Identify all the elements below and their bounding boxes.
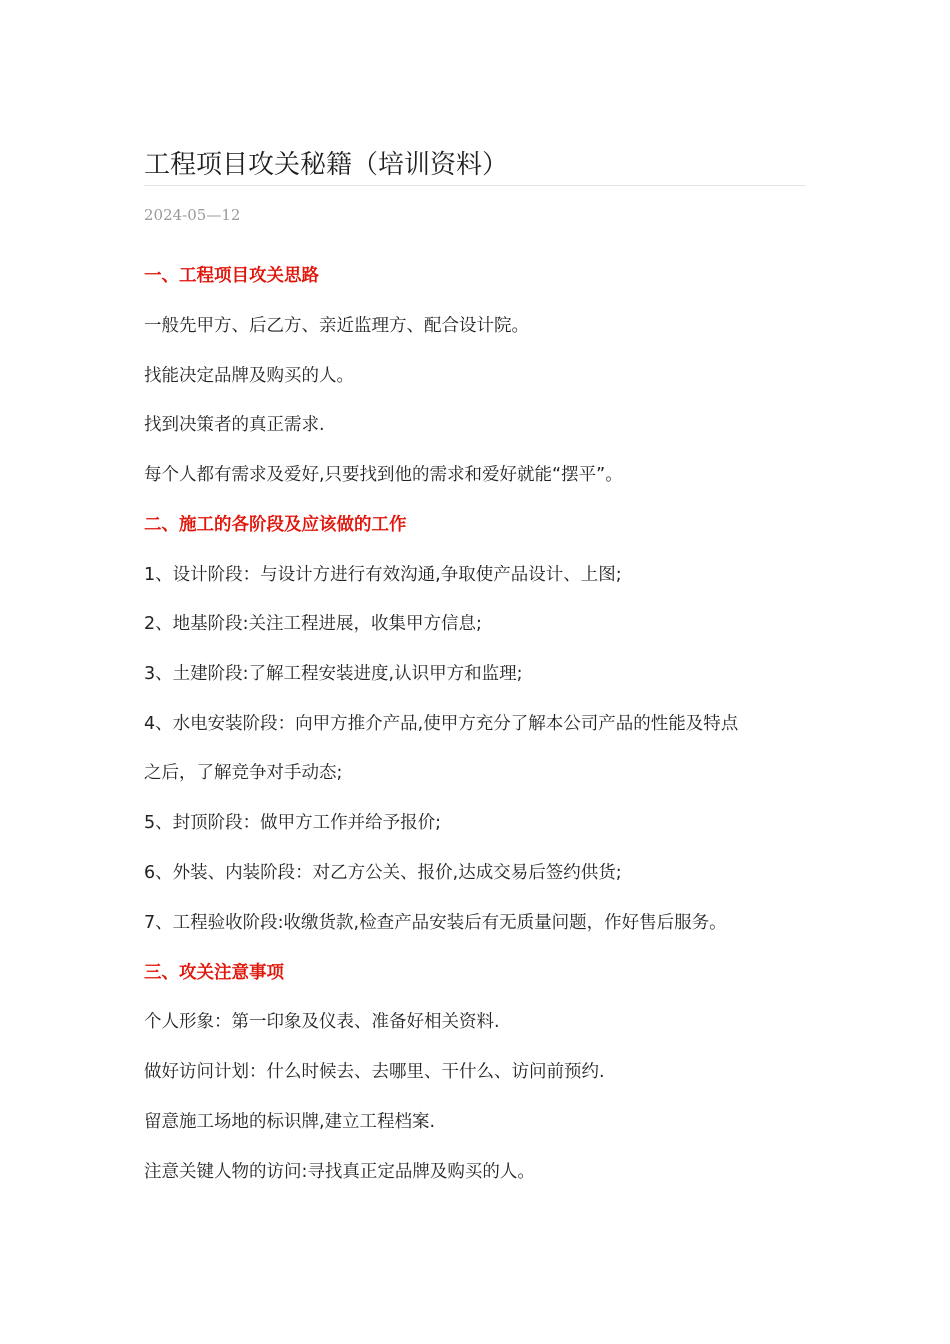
article-title: 工程项目攻关秘籍（培训资料） <box>144 150 509 181</box>
paragraph: 找能决定品牌及购买的人。 <box>144 366 354 386</box>
paragraph: 找到决策者的真正需求. <box>144 415 325 435</box>
paragraph: 每个人都有需求及爱好,只要找到他的需求和爱好就能“摆平”。 <box>144 465 623 485</box>
paragraph: 注意关键人物的访问:寻找真正定品牌及购买的人。 <box>144 1162 535 1182</box>
list-item: 6、外装、内装阶段：对乙方公关、报价,达成交易后签约供货; <box>144 863 622 883</box>
paragraph: 个人形象：第一印象及仪表、准备好相关资料. <box>144 1012 500 1032</box>
section-heading-1: 一、工程项目攻关思路 <box>144 266 319 286</box>
paragraph: 做好访问计划：什么时候去、去哪里、干什么、访问前预约. <box>144 1062 605 1082</box>
section-heading-2: 二、施工的各阶段及应该做的工作 <box>144 515 407 535</box>
paragraph: 一般先甲方、后乙方、亲近监理方、配合设计院。 <box>144 316 529 336</box>
list-item: 2、地基阶段:关注工程进展，收集甲方信息; <box>144 614 482 634</box>
title-divider <box>144 185 806 186</box>
paragraph: 留意施工场地的标识牌,建立工程档案. <box>144 1112 436 1132</box>
list-item: 1、设计阶段：与设计方进行有效沟通,争取使产品设计、上图; <box>144 565 622 585</box>
list-item: 3、土建阶段:了解工程安装进度,认识甲方和监理; <box>144 664 523 684</box>
list-item-continuation: 之后，了解竞争对手动态; <box>144 763 343 783</box>
list-item: 5、封顶阶段：做甲方工作并给予报价; <box>144 813 442 833</box>
article-date: 2024-05—12 <box>144 206 241 224</box>
list-item: 7、工程验收阶段:收缴货款,检查产品安装后有无质量问题，作好售后服务。 <box>144 913 727 933</box>
section-heading-3: 三、攻关注意事项 <box>144 963 284 983</box>
list-item: 4、水电安装阶段：向甲方推介产品,使甲方充分了解本公司产品的性能及特点 <box>144 714 739 734</box>
